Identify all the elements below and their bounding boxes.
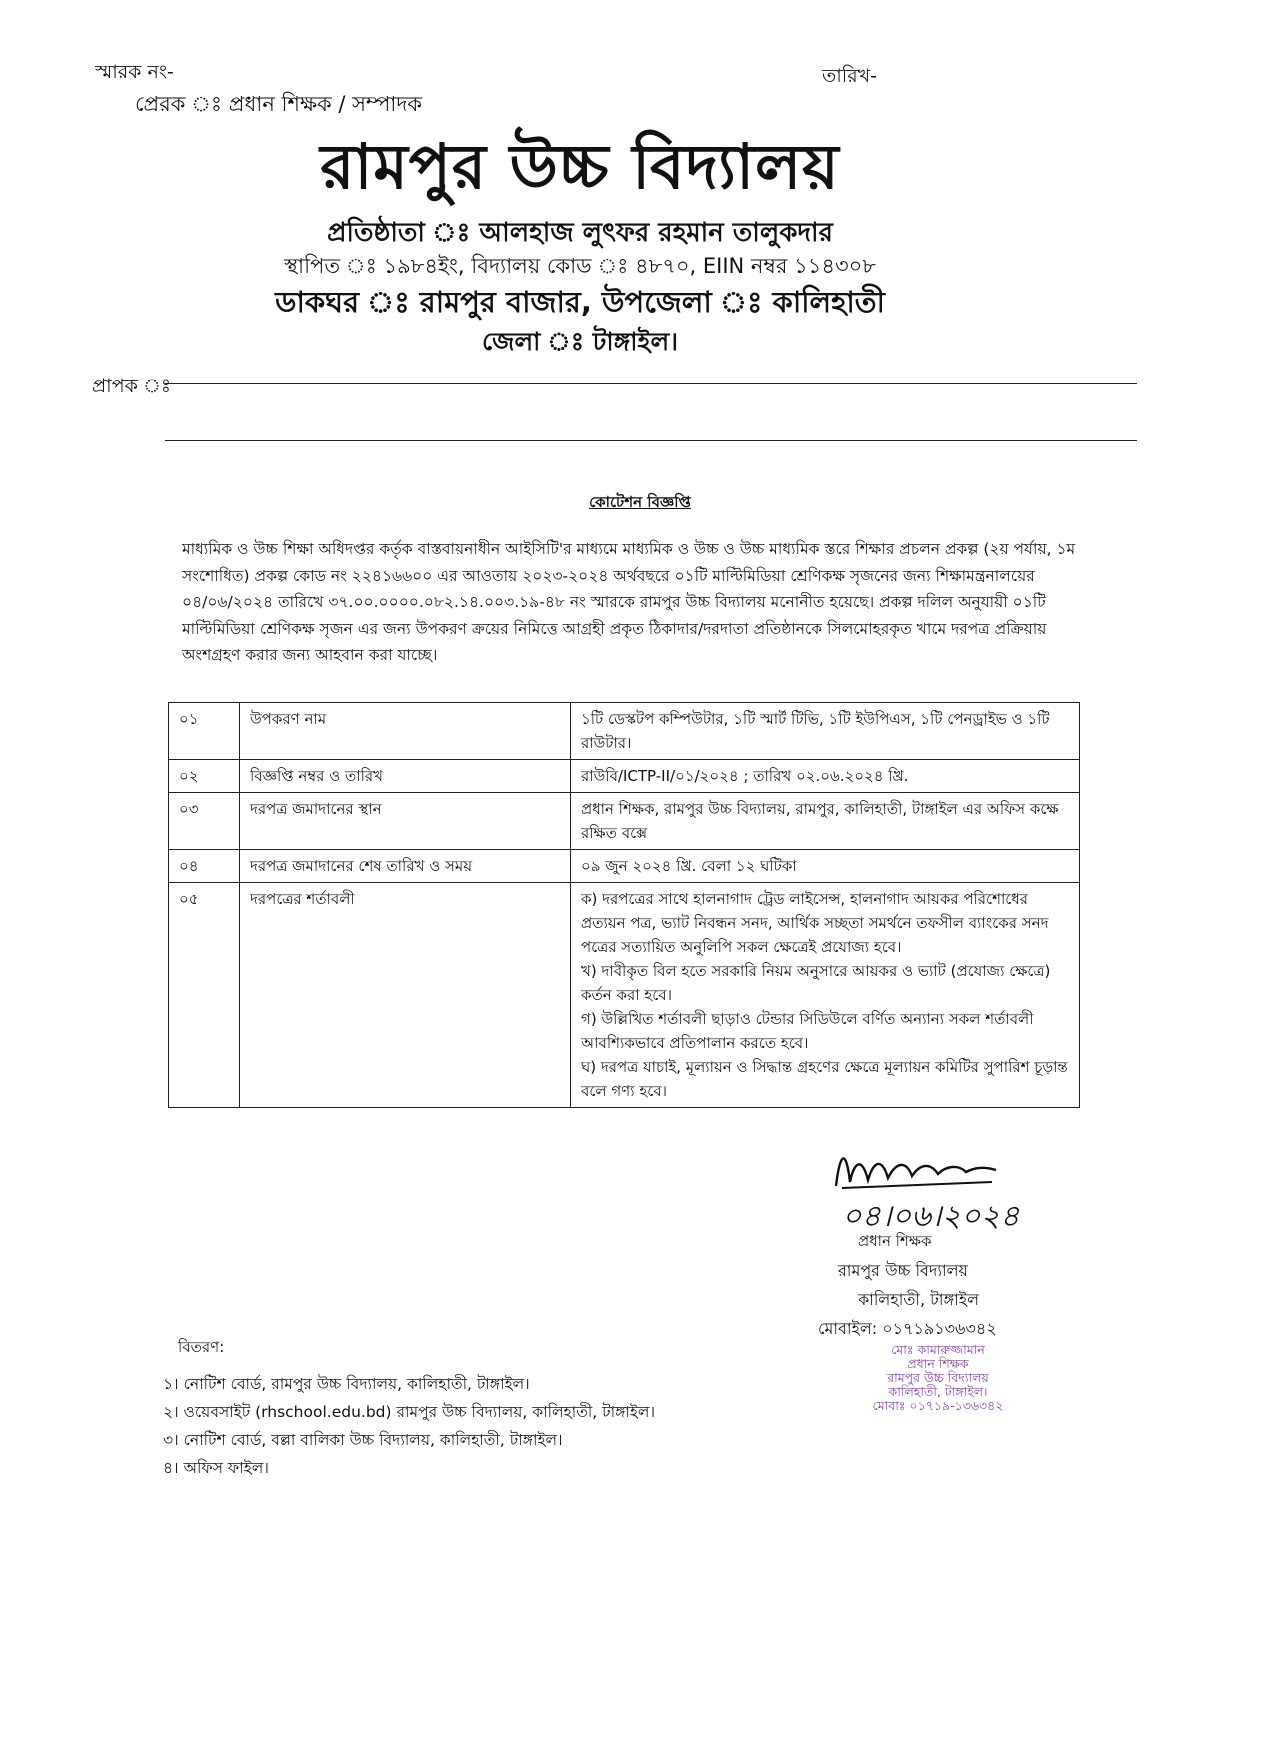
conditions-cell xyxy=(571,883,1080,1108)
established-line: স্থাপিত ঃ ১৯৮৪ইং, বিদ্যালয় কোড ঃ ৪৮৭০, EIIN নম্বর ১১৪৩০৮ xyxy=(284,254,876,278)
school-name-heading: রামপুর উচ্চ বিদ্যালয় xyxy=(320,130,840,203)
distribution-item: ১। নোটিশ বোর্ড, রামপুর উচ্চ বিদ্যালয়, কালিহাতী, টাঙ্গাইল। xyxy=(163,1375,530,1393)
reference-number-label: স্মারক নং- xyxy=(95,61,174,83)
condition-item: ঘ) দরপত্র যাচাই, মূল্যায়ন ও সিদ্ধান্ত গ্রহণের ক্ষেত্রে মূল্যায়ন কমিটির সুপারিশ চূড়ান্ত বলে গণ্য হবে। xyxy=(581,1058,1068,1100)
row-value: ০৯ জুন ২০২৪ খ্রি. বেলা ১২ ঘটিকা xyxy=(571,850,1080,883)
distribution-item: ৩। নোটিশ বোর্ড, বল্লা বালিকা উচ্চ বিদ্যালয়, কালিহাতী, টাঙ্গাইল। xyxy=(163,1431,563,1449)
row-number: ০৪ xyxy=(169,850,240,883)
signature-scribble-icon xyxy=(832,1142,1002,1196)
distribution-item: ২। ওয়েবসাইট (rhschool.edu.bd) রামপুর উচ্চ বিদ্যালয়, কালিহাতী, টাঙ্গাইল। xyxy=(163,1403,655,1421)
distribution-label: বিতরণ: xyxy=(178,1338,225,1356)
row-field: দরপত্র জমাদানের স্থান xyxy=(240,793,571,850)
district-line: জেলা ঃ টাঙ্গাইল। xyxy=(481,327,679,356)
signatory-school: রামপুর উচ্চ বিদ্যালয় xyxy=(838,1261,968,1280)
signature-date: ০৪।০৬।২০২৪ xyxy=(842,1199,1020,1234)
row-number: ০১ xyxy=(169,703,240,760)
signatory-mobile: মোবাইল: ০১৭১৯১৩৬৩৪২ xyxy=(818,1319,997,1338)
table-row xyxy=(169,883,1080,1108)
recipient-line-2 xyxy=(165,440,1137,441)
table-row xyxy=(169,760,1080,793)
row-number: ০২ xyxy=(169,760,240,793)
condition-item: গ) উল্লিখিত শর্তাবলী ছাড়াও টেন্ডার সিডিউলে বর্ণিত অন্যান্য সকল শর্তাবলী আবশ্যিকভাবে প্রতিপালান করতে হবে। xyxy=(581,1010,1034,1052)
table-row xyxy=(169,850,1080,883)
notice-title: কোটেশন বিজ্ঞপ্তি xyxy=(589,493,691,511)
row-value: ১টি ডেস্কটপ কম্পিউটার, ১টি স্মার্ট টিভি, ১টি ইউপিএস, ১টি পেনড্রাইভ ও ১টি রাউটার। xyxy=(571,703,1080,760)
stamp-line: মোবাঃ ০১৭১৯-১৩৬৩৪২ xyxy=(872,1398,1004,1413)
row-field: দরপত্রের শর্তাবলী xyxy=(240,883,571,1108)
recipient-line-1 xyxy=(165,383,1137,384)
row-value: প্রধান শিক্ষক, রামপুর উচ্চ বিদ্যালয়, রামপুর, কালিহাতী, টাঙ্গাইল এর অফিস কক্ষে রক্ষিত বক্সে xyxy=(571,793,1080,850)
row-number: ০৩ xyxy=(169,793,240,850)
row-field: উপকরণ নাম xyxy=(240,703,571,760)
row-field: বিজ্ঞপ্তি নম্বর ও তারিখ xyxy=(240,760,571,793)
post-office-line: ডাকঘর ঃ রামপুর বাজার, উপজেলা ঃ কালিহাতী xyxy=(275,285,885,319)
table-row xyxy=(169,703,1080,760)
quotation-details-table xyxy=(168,702,1080,1108)
founder-line: প্রতিষ্ঠাতা ঃ আলহাজ লুৎফর রহমান তালুকদার xyxy=(327,218,833,248)
notice-body: মাধ্যমিক ও উচ্চ শিক্ষা অধিদপ্তর কর্তৃক বাস্তবায়নাধীন আইসিটি'র মাধ্যমে মাধ্যমিক ও উচ্চ ও উচ্চ মাধ্যমিক স্তরে শিক্ষার প্রচলন প্রকল্প (২য় পর্যায়, ১ম সংশোধিত) প্রকল্প কোড নং ২২৪১৬৬০০ এর আওতায় ২০২৩-২০২৪ অর্থবছরে ০১টি মাল্টিমিডিয়া শ্রেণিকক্ষ সৃজনের জন্য শিক্ষামন্ত্রনালয়ের ০৪/০৬/২০২৪ তারিখে ৩৭.০০.০০০০.০৮২.১৪.০০৩.১৯-৪৮ নং স্মারকে রামপুর উচ্চ বিদ্যালয় মনোনীত হয়েছে। প্রকল্প দলিল অনুযায়ী ০১টি মাল্টিমিডিয়া শ্রেণিকক্ষ সৃজন এর জন্য উপকরণ ক্রয়ের নিমিত্তে আগ্রহী প্রকৃত ঠিকাদার/দরদাতা প্রতিষ্ঠানকে সিলমোহরকৃত খামে দরপত্র প্রক্রিয়ায় অংশগ্রহণ করার জন্য আহবান করা যাচ্ছে। xyxy=(182,540,1076,664)
recipient-label: প্রাপক ঃ xyxy=(92,375,172,397)
row-number: ০৫ xyxy=(169,883,240,1108)
stamp-line: মোঃ কামারুজ্জামান xyxy=(891,1342,985,1357)
sender-line: প্রেরক ঃ প্রধান শিক্ষক / সম্পাদক xyxy=(135,92,423,116)
stamp-line: প্রধান শিক্ষক xyxy=(907,1356,969,1371)
row-value: রাউবি/ICTP-II/০১/২০২৪ ; তারিখ ০২.০৬.২০২৪ খ্রি. xyxy=(571,760,1080,793)
condition-item: খ) দাবীকৃত বিল হতে সরকারি নিয়ম অনুসারে আয়কর ও ভ্যাট (প্রযোজ্য ক্ষেত্রে) কর্তন করা হবে। xyxy=(581,962,1051,1004)
row-field: দরপত্র জমাদানের শেষ তারিখ ও সময় xyxy=(240,850,571,883)
signatory-title: প্রধান শিক্ষক xyxy=(858,1232,932,1250)
table-row xyxy=(169,793,1080,850)
distribution-item: ৪। অফিস ফাইল। xyxy=(163,1459,269,1477)
stamp-line: কালিহাতী, টাঙ্গাইল। xyxy=(888,1384,988,1399)
signatory-upazila: কালিহাতী, টাঙ্গাইল xyxy=(858,1290,979,1309)
date-label: তারিখ- xyxy=(822,65,877,87)
stamp-line: রামপুর উচ্চ বিদ্যালয় xyxy=(887,1370,989,1385)
condition-item: ক) দরপত্রের সাথে হালনাগাদ ট্রেড লাইসেন্স, হালনাগাদ আয়কর পরিশোধের প্রত্যয়ন পত্র, ভ্যাট নিবন্ধন সনদ, আর্থিক সচ্ছতা সমর্থনে তফসীল ব্যাংকের সনদ পত্রের সত্যায়িত অনুলিপি সকল ক্ষেত্রেই প্রযোজ্য হবে। xyxy=(581,890,1049,956)
official-stamp xyxy=(838,1343,1038,1413)
